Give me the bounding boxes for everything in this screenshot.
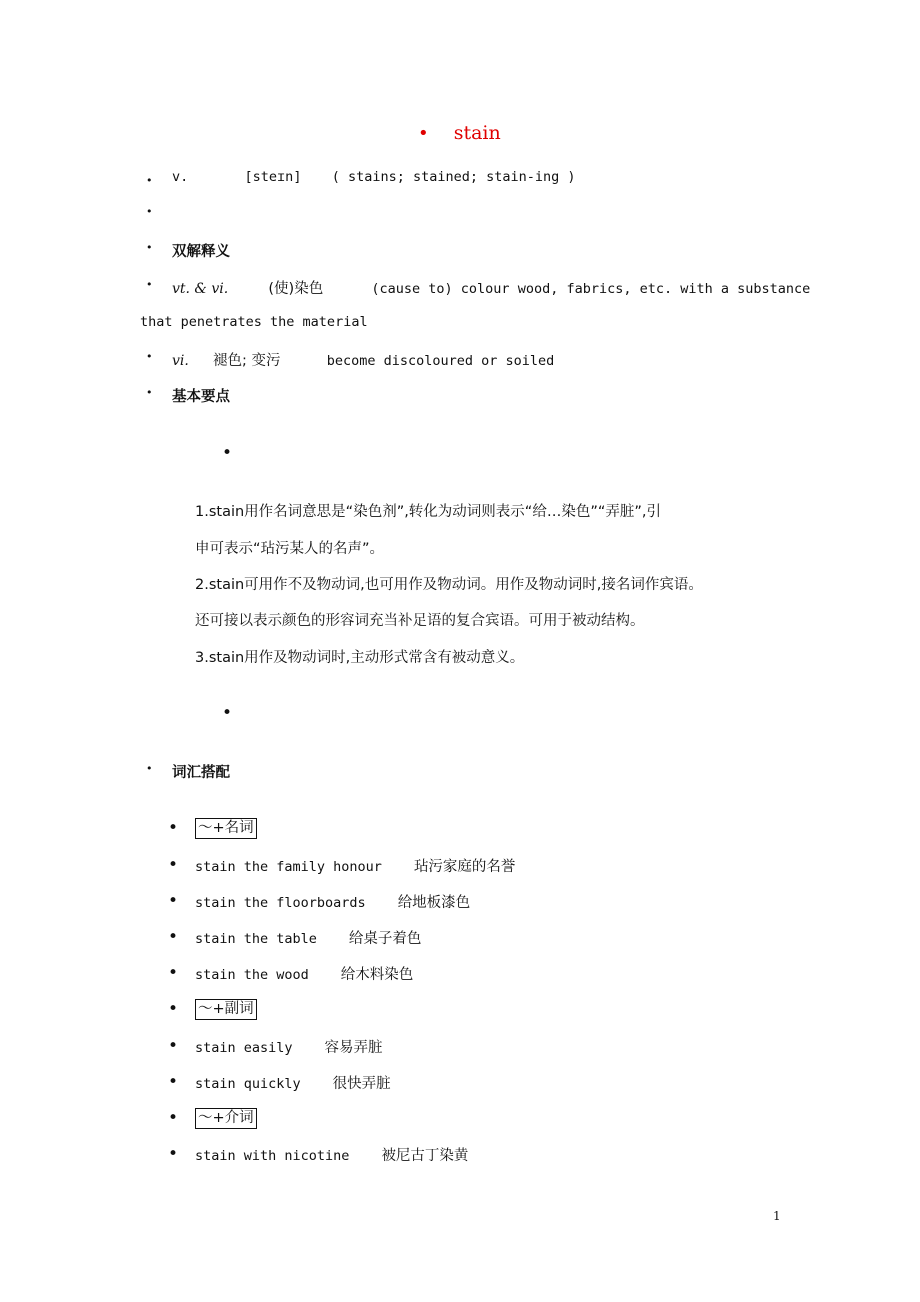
pos-line <box>172 169 576 185</box>
collocation-cn: 给地板漆色 <box>397 895 471 911</box>
definition-pos: vt. & vi. <box>172 281 229 297</box>
bullet: • <box>222 443 233 463</box>
bullet: • <box>146 386 153 399</box>
collocation-cn: 被尼古丁染黄 <box>381 1148 469 1164</box>
collocation-item <box>195 891 470 912</box>
key-point-line: 2.stain可用作不及物动词,也可用作及物动词。用作及物动词时,接名词作宾语。 <box>195 577 703 593</box>
definition-cn: (使)染色 <box>268 281 324 297</box>
collocation-header-adverb <box>195 998 257 1020</box>
bullet: • <box>168 927 179 947</box>
bullet: • <box>168 1108 179 1128</box>
collocation-cn: 很快弄脏 <box>332 1076 391 1092</box>
collocation-header-label: ～+介词 <box>195 1108 257 1129</box>
definition-en: become discoloured or soiled <box>326 353 555 369</box>
bullet: • <box>168 1144 179 1164</box>
bullet: • <box>168 855 179 875</box>
pos-label: v. <box>172 169 189 185</box>
collocation-item <box>195 1072 391 1093</box>
collocation-en: stain quickly <box>195 1076 301 1092</box>
collocation-item <box>195 855 515 876</box>
collocation-header-label: ～+副词 <box>195 999 257 1020</box>
collocation-en: stain easily <box>195 1040 293 1056</box>
collocation-header-noun <box>195 817 257 839</box>
title-bullet: • <box>418 123 429 144</box>
key-point-line: 申可表示“玷污某人的名声”。 <box>195 541 385 557</box>
bullet: • <box>168 818 179 838</box>
bullet: • <box>146 762 153 775</box>
key-point-line: 还可接以表示颜色的形容词充当补足语的复合宾语。可用于被动结构。 <box>195 613 645 629</box>
phonetic: [steɪn] <box>244 169 302 185</box>
bullet: • <box>146 278 153 291</box>
collocation-cn: 容易弄脏 <box>324 1040 383 1056</box>
collocation-cn: 给木料染色 <box>340 967 414 983</box>
bullet: • <box>168 1072 179 1092</box>
collocation-header-preposition <box>195 1107 257 1129</box>
definition-1 <box>172 277 810 298</box>
collocation-cn: 玷污家庭的名誉 <box>413 859 516 875</box>
inflected-forms: ( stains; stained; stain-ing ) <box>331 169 576 185</box>
page-title: stain <box>453 122 501 144</box>
bullet: • <box>168 999 179 1019</box>
definition-pos: vi. <box>172 353 189 369</box>
bullet: • <box>146 241 153 254</box>
key-point-line: 1.stain用作名词意思是“染色剂”,转化为动词则表示“给…染色”“弄脏”,引 <box>195 504 661 520</box>
collocation-en: stain the table <box>195 931 317 947</box>
bullet: • <box>168 963 179 983</box>
definition-2 <box>172 349 554 370</box>
bullet: • <box>168 891 179 911</box>
definition-en-continued: that penetrates the material <box>140 314 368 330</box>
collocation-en: stain the wood <box>195 967 309 983</box>
key-points-heading: 基本要点 <box>172 389 230 405</box>
collocation-item <box>195 927 421 948</box>
collocation-item <box>195 963 413 984</box>
bullet: • <box>146 174 153 187</box>
empty-bullet: • <box>146 205 153 218</box>
collocation-cn: 给桌子着色 <box>348 931 422 947</box>
definitions-heading: 双解释义 <box>172 244 230 260</box>
collocation-en: stain the floorboards <box>195 895 366 911</box>
collocation-header-label: ～+名词 <box>195 818 257 839</box>
bullet: • <box>146 350 153 363</box>
page-number: 1 <box>773 1209 781 1223</box>
key-point-line: 3.stain用作及物动词时,主动形式常含有被动意义。 <box>195 650 525 666</box>
title-row <box>418 122 501 144</box>
pos-row <box>146 169 153 188</box>
collocation-item <box>195 1144 468 1165</box>
definition-en: (cause to) colour wood, fabrics, etc. with a substance <box>371 281 811 297</box>
bullet: • <box>168 1036 179 1056</box>
collocations-heading: 词汇搭配 <box>172 765 230 781</box>
collocation-en: stain the family honour <box>195 859 382 875</box>
bullet: • <box>222 703 233 723</box>
definition-cn: 褪色; 变污 <box>213 353 281 369</box>
collocation-item <box>195 1036 383 1057</box>
collocation-en: stain with nicotine <box>195 1148 350 1164</box>
